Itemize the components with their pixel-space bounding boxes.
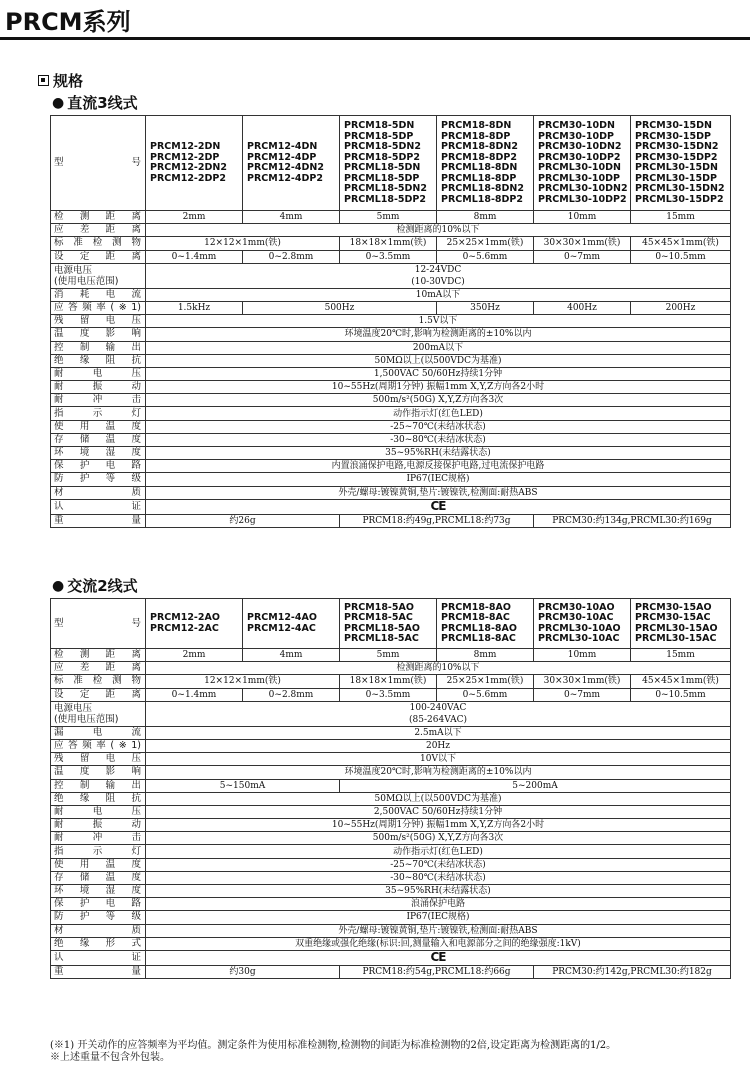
- spec-value: 100-240VAC (85-264VAC): [146, 701, 731, 726]
- spec-value: 35~95%RH(未结露状态): [146, 885, 731, 898]
- spec-label: 设定距离: [51, 688, 146, 701]
- spec-value: 0~7mm: [534, 688, 631, 701]
- spec-label: 耐冲击: [51, 394, 146, 407]
- spec-label: 温度影响: [51, 328, 146, 341]
- spec-row: [51, 911, 731, 924]
- spec-value: PRCM18:约54g,PRCML18:约66g: [340, 965, 534, 978]
- spec-row: [51, 924, 731, 937]
- spec-label: 控制输出: [51, 341, 146, 354]
- spec-label: 绝缘阻抗: [51, 792, 146, 805]
- spec-value: 1.5V以下: [146, 315, 731, 328]
- spec-value: 0~5.6mm: [437, 250, 534, 263]
- model-cell: PRCM30-10AO PRCM30-10AC PRCML30-10AO PRCML30-10AC: [534, 599, 631, 649]
- spec-row: [51, 473, 731, 486]
- spec-value: 4mm: [243, 649, 340, 662]
- spec-row: [51, 845, 731, 858]
- spec-label: 应差距离: [51, 224, 146, 237]
- spec-value: 检测距离的10%以下: [146, 224, 731, 237]
- spec-value: 10mm: [534, 649, 631, 662]
- spec-value: 0~10.5mm: [631, 688, 731, 701]
- spec-value: 内置浪涌保护电路,电源反接保护电路,过电流保护电路: [146, 460, 731, 473]
- spec-value: 2mm: [146, 649, 243, 662]
- ce-mark: [146, 950, 731, 965]
- spec-value: 50MΩ以上(以500VDC为基准): [146, 354, 731, 367]
- spec-label: 检测距离: [51, 649, 146, 662]
- spec-label: 存储温度: [51, 871, 146, 884]
- page-title: PRCM系列: [5, 8, 131, 36]
- spec-value: 10~55Hz(周期1分钟) 振幅1mm X,Y,Z方向各2小时: [146, 819, 731, 832]
- model-cell: PRCM30-15AO PRCM30-15AC PRCML30-15AO PRCML30-15AC: [631, 599, 731, 649]
- footnote: (※1) 开关动作的应答频率为平均值。测定条件为使用标准检测物,检测物的间距为标准检测物的2倍,设定距离为检测距离的1/2。: [50, 1040, 617, 1051]
- spec-value: 400Hz: [534, 301, 631, 314]
- spec-label: 耐电压: [51, 367, 146, 380]
- spec-value: 350Hz: [437, 301, 534, 314]
- spec-label: 漏电流: [51, 726, 146, 739]
- spec-label: 设定距离: [51, 250, 146, 263]
- spec-label: 应答频率(※1): [51, 739, 146, 752]
- ce-mark: [146, 499, 731, 514]
- spec-value: 外壳/螺母:镀镍黄铜,垫片:镀镍铁,检测面:耐热ABS: [146, 924, 731, 937]
- spec-value: 45×45×1mm(铁): [631, 237, 731, 250]
- spec-value: 5mm: [340, 211, 437, 224]
- spec-value: 0~10.5mm: [631, 250, 731, 263]
- spec-row: [51, 433, 731, 446]
- spec-row: [51, 701, 731, 726]
- model-header-row: [51, 116, 731, 211]
- spec-row: [51, 367, 731, 380]
- spec-label: 认证: [51, 950, 146, 965]
- ac-title: 交流2线式: [67, 577, 138, 595]
- section-heading: [38, 70, 83, 91]
- spec-value: 5mm: [340, 649, 437, 662]
- spec-row: [51, 224, 731, 237]
- spec-label: 指示灯: [51, 407, 146, 420]
- spec-value: 18×18×1mm(铁): [340, 675, 437, 688]
- spec-row: [51, 354, 731, 367]
- spec-value: 200Hz: [631, 301, 731, 314]
- spec-value: 15mm: [631, 211, 731, 224]
- spec-value: 20Hz: [146, 739, 731, 752]
- spec-row: [51, 447, 731, 460]
- spec-label: 检测距离: [51, 211, 146, 224]
- spec-label: 指示灯: [51, 845, 146, 858]
- spec-row: [51, 937, 731, 950]
- spec-label: 温度影响: [51, 766, 146, 779]
- spec-value: 约26g: [146, 514, 340, 527]
- spec-label: 保护电路: [51, 460, 146, 473]
- spec-row: [51, 753, 731, 766]
- spec-value: 12×12×1mm(铁): [146, 237, 340, 250]
- spec-value: 浪涌保护电路: [146, 898, 731, 911]
- spec-value: -30~80℃(未结冰状态): [146, 433, 731, 446]
- model-header-row: [51, 599, 731, 649]
- spec-value: 1.5kHz: [146, 301, 243, 314]
- spec-row: [51, 315, 731, 328]
- spec-value: 1,500VAC 50/60Hz持续1分钟: [146, 367, 731, 380]
- spec-label: 应差距离: [51, 662, 146, 675]
- model-cell: PRCM30-10DN PRCM30-10DP PRCM30-10DN2 PRCM30-10DP2 PRCML30-10DN PRCML30-10DP PRCML30-10DN2 PRCML30-10DP2: [534, 116, 631, 211]
- spec-value: 200mA以下: [146, 341, 731, 354]
- dc-heading: [52, 92, 138, 113]
- spec-label: 残留电压: [51, 315, 146, 328]
- spec-value: 10mA以下: [146, 288, 731, 301]
- model-cell: PRCM12-2DN PRCM12-2DP PRCM12-2DN2 PRCM12-2DP2: [146, 116, 243, 211]
- dot-bullet-icon: ●: [52, 577, 65, 594]
- spec-row: [51, 662, 731, 675]
- model-cell: PRCM30-15DN PRCM30-15DP PRCM30-15DN2 PRCM30-15DP2 PRCML30-15DN PRCML30-15DP PRCML30-15DN2 PRCML30-15DP2: [631, 116, 731, 211]
- ac-heading: [52, 575, 138, 596]
- ac-spec-table: [50, 598, 731, 979]
- spec-row: [51, 858, 731, 871]
- dot-bullet-icon: ●: [52, 94, 65, 111]
- spec-value: 5~200mA: [340, 779, 731, 792]
- spec-row: [51, 288, 731, 301]
- spec-value: 0~1.4mm: [146, 250, 243, 263]
- spec-label: 绝缘形式: [51, 937, 146, 950]
- spec-label: 标准检测物: [51, 237, 146, 250]
- model-cell: PRCM18-5AO PRCM18-5AC PRCML18-5AO PRCML18-5AC: [340, 599, 437, 649]
- spec-label: 使用温度: [51, 420, 146, 433]
- spec-value: 12-24VDC (10-30VDC): [146, 263, 731, 288]
- spec-label: 重量: [51, 965, 146, 978]
- spec-value: -25~70℃(未结冰状态): [146, 420, 731, 433]
- model-cell: PRCM12-4AO PRCM12-4AC: [243, 599, 340, 649]
- spec-value: -30~80℃(未结冰状态): [146, 871, 731, 884]
- spec-value: IP67(IEC规格): [146, 911, 731, 924]
- spec-row: [51, 211, 731, 224]
- spec-label: 重量: [51, 514, 146, 527]
- spec-row: [51, 675, 731, 688]
- spec-row: [51, 792, 731, 805]
- spec-value: 双重绝缘或强化绝缘(标识:回,测量输入和电源部分之间的绝缘强度:1kV): [146, 937, 731, 950]
- spec-row: [51, 250, 731, 263]
- spec-label: 绝缘阻抗: [51, 354, 146, 367]
- type-label: 型号: [51, 116, 146, 211]
- spec-value: 500m/s²(50G) X,Y,Z方向各3次: [146, 394, 731, 407]
- spec-row: [51, 779, 731, 792]
- spec-value: 500Hz: [243, 301, 437, 314]
- spec-label: 存储温度: [51, 433, 146, 446]
- spec-value: 8mm: [437, 649, 534, 662]
- spec-value: 50MΩ以上(以500VDC为基准): [146, 792, 731, 805]
- spec-row: [51, 766, 731, 779]
- spec-row: [51, 805, 731, 818]
- spec-value: -25~70℃(未结冰状态): [146, 858, 731, 871]
- title-rule: [0, 37, 750, 40]
- spec-row: [51, 381, 731, 394]
- spec-value: 动作指示灯(红色LED): [146, 407, 731, 420]
- spec-value: 外壳/螺母:镀镍黄铜,垫片:镀镍铁,检测面:耐热ABS: [146, 486, 731, 499]
- spec-row: [51, 514, 731, 527]
- spec-value: PRCM30:约142g,PRCML30:约182g: [534, 965, 731, 978]
- spec-value: 18×18×1mm(铁): [340, 237, 437, 250]
- spec-value: 0~2.8mm: [243, 688, 340, 701]
- spec-label: 消耗电流: [51, 288, 146, 301]
- spec-label: 电源电压 (使用电压范围): [51, 263, 146, 288]
- spec-value: 0~2.8mm: [243, 250, 340, 263]
- spec-value: 30×30×1mm(铁): [534, 237, 631, 250]
- spec-value: 4mm: [243, 211, 340, 224]
- spec-value: 25×25×1mm(铁): [437, 237, 534, 250]
- spec-value: 45×45×1mm(铁): [631, 675, 731, 688]
- spec-row: [51, 950, 731, 965]
- spec-value: 动作指示灯(红色LED): [146, 845, 731, 858]
- spec-value: 15mm: [631, 649, 731, 662]
- spec-value: 30×30×1mm(铁): [534, 675, 631, 688]
- spec-label: 保护电路: [51, 898, 146, 911]
- spec-row: [51, 885, 731, 898]
- spec-row: [51, 739, 731, 752]
- spec-label: 控制输出: [51, 779, 146, 792]
- spec-value: 25×25×1mm(铁): [437, 675, 534, 688]
- spec-value: 约30g: [146, 965, 340, 978]
- spec-value: 35~95%RH(未结露状态): [146, 447, 731, 460]
- spec-value: 8mm: [437, 211, 534, 224]
- spec-value: 10V以下: [146, 753, 731, 766]
- spec-label: 应答频率(※1): [51, 301, 146, 314]
- spec-label: 电源电压 (使用电压范围): [51, 701, 146, 726]
- spec-label: 残留电压: [51, 753, 146, 766]
- spec-row: [51, 341, 731, 354]
- spec-row: [51, 420, 731, 433]
- spec-row: [51, 688, 731, 701]
- spec-value: 环境温度20℃时,影响为检测距离的±10%以内: [146, 328, 731, 341]
- dc-spec-table: [50, 115, 731, 528]
- model-cell: PRCM18-8DN PRCM18-8DP PRCM18-8DN2 PRCM18-8DP2 PRCML18-8DN PRCML18-8DP PRCML18-8DN2 PRCML18-8DP2: [437, 116, 534, 211]
- spec-value: 0~3.5mm: [340, 688, 437, 701]
- spec-value: PRCM18:约49g,PRCML18:约73g: [340, 514, 534, 527]
- ce-mark-icon: CE: [430, 499, 446, 513]
- model-cell: PRCM18-5DN PRCM18-5DP PRCM18-5DN2 PRCM18-5DP2 PRCML18-5DN PRCML18-5DP PRCML18-5DN2 PRCML18-5DP2: [340, 116, 437, 211]
- spec-label: 认证: [51, 499, 146, 514]
- spec-row: [51, 237, 731, 250]
- spec-row: [51, 263, 731, 288]
- spec-label: 材质: [51, 486, 146, 499]
- spec-value: 0~1.4mm: [146, 688, 243, 701]
- spec-row: [51, 649, 731, 662]
- spec-row: [51, 898, 731, 911]
- spec-row: [51, 819, 731, 832]
- footnote: ※上述重量不包含外包装。: [50, 1052, 170, 1063]
- dc-title: 直流3线式: [67, 94, 138, 112]
- square-bullet-icon: [38, 75, 49, 86]
- spec-label: 耐振动: [51, 819, 146, 832]
- type-label: 型号: [51, 599, 146, 649]
- spec-label: 耐电压: [51, 805, 146, 818]
- spec-row: [51, 499, 731, 514]
- spec-row: [51, 328, 731, 341]
- spec-row: [51, 460, 731, 473]
- spec-value: 10~55Hz(周期1分钟) 振幅1mm X,Y,Z方向各2小时: [146, 381, 731, 394]
- spec-label: 耐冲击: [51, 832, 146, 845]
- spec-label: 防护等级: [51, 911, 146, 924]
- spec-label: 防护等级: [51, 473, 146, 486]
- spec-value: 0~7mm: [534, 250, 631, 263]
- spec-value: 5~150mA: [146, 779, 340, 792]
- spec-row: [51, 726, 731, 739]
- spec-value: 500m/s²(50G) X,Y,Z方向各3次: [146, 832, 731, 845]
- spec-value: 2,500VAC 50/60Hz持续1分钟: [146, 805, 731, 818]
- spec-value: 10mm: [534, 211, 631, 224]
- spec-value: IP67(IEC规格): [146, 473, 731, 486]
- spec-row: [51, 832, 731, 845]
- spec-label: 标准检测物: [51, 675, 146, 688]
- footnotes: [50, 1040, 616, 1064]
- section-title: 规格: [53, 72, 84, 90]
- model-cell: PRCM18-8AO PRCM18-8AC PRCML18-8AO PRCML18-8AC: [437, 599, 534, 649]
- spec-value: 0~3.5mm: [340, 250, 437, 263]
- spec-value: 12×12×1mm(铁): [146, 675, 340, 688]
- spec-row: [51, 407, 731, 420]
- spec-row: [51, 394, 731, 407]
- spec-row: [51, 486, 731, 499]
- spec-value: PRCM30:约134g,PRCML30:约169g: [534, 514, 731, 527]
- spec-row: [51, 965, 731, 978]
- spec-label: 环境湿度: [51, 447, 146, 460]
- spec-value: 2mm: [146, 211, 243, 224]
- model-cell: PRCM12-2AO PRCM12-2AC: [146, 599, 243, 649]
- ce-mark-icon: CE: [430, 950, 446, 964]
- spec-label: 环境湿度: [51, 885, 146, 898]
- spec-row: [51, 301, 731, 314]
- spec-row: [51, 871, 731, 884]
- spec-value: 检测距离的10%以下: [146, 662, 731, 675]
- spec-label: 使用温度: [51, 858, 146, 871]
- spec-label: 耐振动: [51, 381, 146, 394]
- spec-value: 环境温度20℃时,影响为检测距离的±10%以内: [146, 766, 731, 779]
- model-cell: PRCM12-4DN PRCM12-4DP PRCM12-4DN2 PRCM12-4DP2: [243, 116, 340, 211]
- spec-value: 0~5.6mm: [437, 688, 534, 701]
- spec-value: 2.5mA以下: [146, 726, 731, 739]
- spec-label: 材质: [51, 924, 146, 937]
